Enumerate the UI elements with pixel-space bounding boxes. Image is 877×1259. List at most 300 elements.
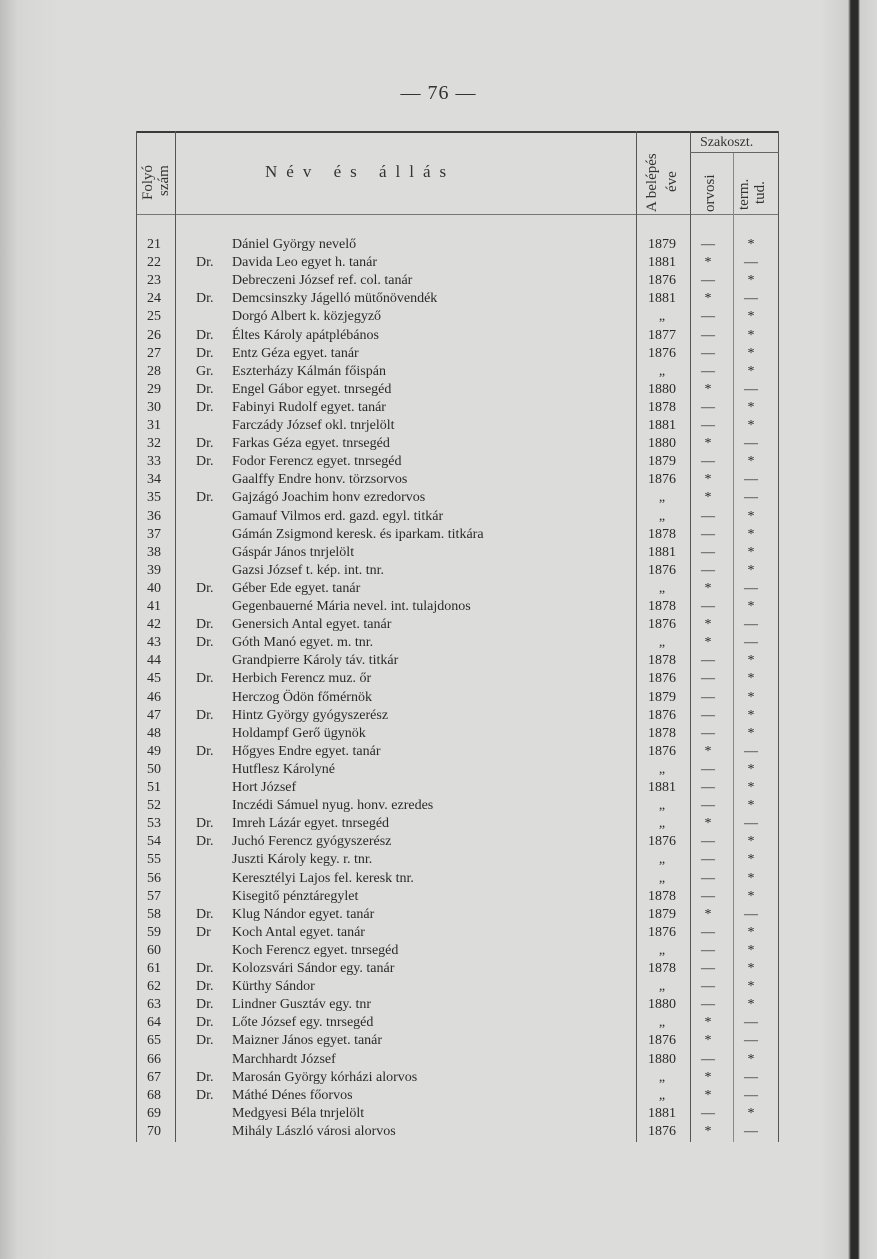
row-title: Dr.	[196, 635, 214, 651]
row-term-mark: *	[747, 689, 755, 705]
row-year: „	[658, 1069, 666, 1085]
row-orvosi-mark: *	[704, 436, 712, 452]
row-number: 44	[147, 653, 161, 669]
row-term-mark: *	[747, 942, 755, 958]
row-orvosi-mark: *	[704, 743, 712, 759]
table-row	[136, 670, 779, 688]
row-title: Dr.	[196, 1015, 214, 1031]
row-year: 1876	[648, 472, 676, 488]
row-term-mark: *	[747, 798, 755, 814]
table-row	[136, 978, 779, 996]
row-name: Holdampf Gerő ügynök	[232, 725, 366, 741]
row-term-mark: *	[747, 997, 755, 1013]
table-row	[136, 471, 779, 489]
table-row	[136, 544, 779, 562]
table-row	[136, 1032, 779, 1050]
row-name: Gazsi József t. kép. int. tnr.	[232, 562, 385, 578]
row-orvosi-mark: —	[701, 599, 715, 614]
row-term-mark: *	[747, 327, 755, 343]
row-name: Medgyesi Béla tnrjelölt	[232, 1105, 365, 1121]
table-row	[136, 363, 779, 381]
row-year: „	[658, 508, 666, 524]
table-row	[136, 1105, 779, 1123]
table-row	[136, 851, 779, 869]
row-year: 1881	[648, 418, 676, 433]
row-term-mark: *	[747, 599, 755, 614]
row-term-mark: —	[744, 580, 758, 596]
table-row	[136, 761, 779, 779]
row-name: Dorgó Albert k. közjegyző	[232, 309, 382, 325]
row-orvosi-mark: —	[701, 508, 715, 524]
header-nev-es-allas: Név és állás	[265, 162, 456, 181]
row-term-mark: *	[747, 834, 755, 850]
row-number: 50	[147, 761, 161, 777]
row-term-mark: *	[747, 454, 755, 470]
row-orvosi-mark: *	[704, 381, 712, 397]
row-title: Gr.	[196, 363, 214, 379]
row-number: 41	[147, 599, 161, 614]
table-top-rule	[136, 131, 779, 133]
row-number: 39	[147, 562, 161, 578]
row-orvosi-mark: *	[704, 580, 712, 596]
row-title: Dr.	[196, 381, 214, 397]
row-year: 1876	[648, 1123, 676, 1139]
row-name: Farczády József okl. tnrjelölt	[232, 418, 395, 433]
row-orvosi-mark: —	[701, 997, 715, 1013]
row-year: 1881	[648, 291, 676, 307]
row-number: 29	[147, 381, 161, 397]
row-term-mark: *	[747, 544, 755, 560]
row-year: „	[658, 798, 666, 814]
table-row	[136, 399, 779, 417]
row-number: 62	[147, 979, 161, 995]
row-number: 42	[147, 617, 161, 633]
header-orvosi: orvosi	[702, 174, 718, 212]
row-title: Dr.	[196, 906, 214, 922]
row-number: 45	[147, 671, 161, 687]
row-name: Hutflesz Károlyné	[232, 761, 336, 777]
page-number: — 76 —	[400, 82, 477, 104]
row-orvosi-mark: *	[704, 617, 712, 633]
table-row	[136, 779, 779, 797]
row-name: Fodor Ferencz egyet. tnrsegéd	[232, 454, 402, 470]
row-number: 34	[147, 472, 161, 488]
row-number: 33	[147, 454, 161, 470]
row-orvosi-mark: —	[701, 454, 715, 470]
row-term-mark: *	[747, 345, 755, 361]
row-year: 1876	[648, 273, 676, 289]
row-year: 1878	[648, 725, 676, 741]
row-orvosi-mark: —	[701, 707, 715, 723]
row-title: Dr.	[196, 399, 214, 415]
row-title: Dr.	[196, 255, 214, 271]
row-name: Demcsinszky Jágelló mütőnövendék	[232, 291, 438, 307]
row-name: Éltes Károly apátplébános	[232, 327, 379, 343]
row-year: 1878	[648, 961, 676, 976]
row-title: Dr.	[196, 743, 214, 759]
table-row	[136, 652, 779, 670]
table-row	[136, 508, 779, 526]
row-name: Koch Antal egyet. tanár	[232, 924, 365, 940]
table-row	[136, 870, 779, 888]
row-name: Góth Manó egyet. m. tnr.	[232, 635, 374, 651]
row-term-mark: *	[747, 961, 755, 976]
row-orvosi-mark: —	[701, 671, 715, 687]
row-term-mark: —	[744, 1123, 758, 1139]
row-name: Davida Leo egyet h. tanár	[232, 255, 377, 271]
row-orvosi-mark: *	[704, 1069, 712, 1085]
table-row	[136, 272, 779, 290]
row-orvosi-mark: —	[701, 689, 715, 705]
row-term-mark: *	[747, 1051, 755, 1067]
row-year: „	[658, 363, 666, 379]
header-term: term.	[736, 178, 752, 210]
row-orvosi-mark: *	[704, 906, 712, 922]
row-term-mark: *	[747, 508, 755, 524]
row-number: 55	[147, 852, 161, 868]
row-orvosi-mark: —	[701, 761, 715, 777]
row-year: 1879	[648, 454, 676, 470]
row-term-mark: —	[744, 490, 758, 506]
row-name: Entz Géza egyet. tanár	[232, 345, 359, 361]
row-term-mark: —	[744, 291, 758, 307]
row-title: Dr.	[196, 617, 214, 633]
row-term-mark: *	[747, 653, 755, 669]
row-orvosi-mark: —	[701, 309, 715, 325]
row-term-mark: *	[747, 237, 755, 252]
row-number: 68	[147, 1087, 161, 1103]
row-orvosi-mark: —	[701, 924, 715, 940]
row-orvosi-mark: *	[704, 635, 712, 651]
row-name: Grandpierre Károly táv. titkár	[232, 653, 399, 669]
table-row	[136, 580, 779, 598]
row-term-mark: *	[747, 273, 755, 289]
row-title: Dr.	[196, 1087, 214, 1103]
row-number: 63	[147, 997, 161, 1013]
table-row	[136, 707, 779, 725]
table-row	[136, 960, 779, 978]
row-year: 1876	[648, 1033, 676, 1049]
row-title: Dr.	[196, 1069, 214, 1085]
row-number: 49	[147, 743, 161, 759]
row-name: Hintz György gyógyszerész	[232, 707, 389, 723]
row-term-mark: —	[744, 617, 758, 633]
table-row	[136, 616, 779, 634]
row-number: 40	[147, 580, 161, 596]
row-name: Gajzágó Joachim honv ezredorvos	[232, 490, 426, 506]
row-orvosi-mark: —	[701, 562, 715, 578]
row-year: 1881	[648, 255, 676, 271]
row-title: Dr.	[196, 834, 214, 850]
row-term-mark: —	[744, 381, 758, 397]
row-number: 52	[147, 798, 161, 814]
row-orvosi-mark: —	[701, 418, 715, 433]
row-name: Farkas Géza egyet. tnrsegéd	[232, 436, 390, 452]
row-name: Lindner Gusztáv egy. tnr	[232, 997, 372, 1013]
row-name: Dániel György nevelő	[232, 237, 357, 252]
row-term-mark: *	[747, 363, 755, 379]
row-number: 58	[147, 906, 161, 922]
row-year: 1878	[648, 653, 676, 669]
row-orvosi-mark: *	[704, 472, 712, 488]
row-number: 56	[147, 870, 161, 886]
row-number: 61	[147, 961, 161, 976]
row-orvosi-mark: —	[701, 870, 715, 886]
table-row	[136, 725, 779, 743]
row-number: 38	[147, 544, 161, 560]
table-row	[136, 526, 779, 544]
row-orvosi-mark: *	[704, 1087, 712, 1103]
row-year: 1878	[648, 399, 676, 415]
row-term-mark: —	[744, 436, 758, 452]
row-name: Kolozsvári Sándor egy. tanár	[232, 961, 395, 976]
row-name: Kisegitő pénztáregylet	[232, 888, 359, 904]
row-term-mark: *	[747, 671, 755, 687]
row-orvosi-mark: —	[701, 526, 715, 542]
row-name: Gamauf Vilmos erd. gazd. egyl. titkár	[232, 508, 444, 524]
table-row	[136, 797, 779, 815]
row-term-mark: —	[744, 1033, 758, 1049]
header-tud: tud.	[752, 181, 768, 204]
table-row	[136, 417, 779, 435]
row-name: Hort József	[232, 780, 297, 795]
row-title: Dr.	[196, 671, 214, 687]
row-term-mark: —	[744, 816, 758, 832]
row-name: Marchhardt József	[232, 1051, 336, 1067]
row-number: 36	[147, 508, 161, 524]
table-row	[136, 489, 779, 507]
row-number: 64	[147, 1015, 161, 1031]
row-orvosi-mark: —	[701, 834, 715, 850]
row-orvosi-mark: —	[701, 653, 715, 669]
row-number: 65	[147, 1033, 161, 1049]
row-term-mark: —	[744, 635, 758, 651]
row-orvosi-mark: —	[701, 780, 715, 795]
row-title: Dr.	[196, 979, 214, 995]
row-term-mark: *	[747, 924, 755, 940]
row-term-mark: *	[747, 761, 755, 777]
table-row	[136, 381, 779, 399]
row-orvosi-mark: —	[701, 798, 715, 814]
row-name: Inczédi Sámuel nyug. honv. ezredes	[232, 798, 434, 814]
header-belepes: A belépés	[644, 153, 660, 212]
table-row	[136, 308, 779, 326]
row-orvosi-mark: *	[704, 490, 712, 506]
row-number: 47	[147, 707, 161, 723]
table-row	[136, 290, 779, 308]
table-row	[136, 888, 779, 906]
row-year: 1876	[648, 707, 676, 723]
table-row	[136, 942, 779, 960]
table-row	[136, 327, 779, 345]
row-orvosi-mark: *	[704, 1015, 712, 1031]
row-number: 30	[147, 399, 161, 415]
row-term-mark: *	[747, 562, 755, 578]
row-name: Marosán György kórházi alorvos	[232, 1069, 418, 1085]
row-number: 53	[147, 816, 161, 832]
row-term-mark: *	[747, 707, 755, 723]
table-row	[136, 562, 779, 580]
row-title: Dr.	[196, 707, 214, 723]
row-year: „	[658, 309, 666, 325]
row-term-mark: *	[747, 526, 755, 542]
row-name: Géber Ede egyet. tanár	[232, 580, 361, 596]
row-year: „	[658, 870, 666, 886]
row-name: Klug Nándor egyet. tanár	[232, 906, 375, 922]
row-title: Dr.	[196, 327, 214, 343]
row-orvosi-mark: —	[701, 345, 715, 361]
table-row	[136, 634, 779, 652]
table-row	[136, 689, 779, 707]
row-name: Engel Gábor egyet. tnrsegéd	[232, 381, 392, 397]
row-year: 1876	[648, 345, 676, 361]
row-title: Dr.	[196, 490, 214, 506]
row-name: Maizner János egyet. tanár	[232, 1033, 383, 1049]
row-number: 35	[147, 490, 161, 506]
row-term-mark: —	[744, 472, 758, 488]
row-orvosi-mark: *	[704, 816, 712, 832]
row-year: 1878	[648, 526, 676, 542]
row-year: „	[658, 1015, 666, 1031]
row-year: 1879	[648, 237, 676, 252]
row-number: 28	[147, 363, 161, 379]
row-name: Juchó Ferencz gyógyszerész	[232, 834, 392, 850]
table-row	[136, 1123, 779, 1141]
table-row	[136, 254, 779, 272]
row-orvosi-mark: —	[701, 1051, 715, 1067]
row-number: 57	[147, 888, 161, 904]
row-number: 51	[147, 780, 161, 795]
row-orvosi-mark: —	[701, 979, 715, 995]
table-row	[136, 435, 779, 453]
row-title: Dr.	[196, 816, 214, 832]
row-year: „	[658, 1087, 666, 1103]
row-year: 1880	[648, 1051, 676, 1067]
row-orvosi-mark: —	[701, 961, 715, 976]
row-orvosi-mark: *	[704, 291, 712, 307]
row-name: Keresztélyi Lajos fel. keresk tnr.	[232, 870, 414, 886]
row-name: Debreczeni József ref. col. tanár	[232, 273, 413, 289]
row-number: 46	[147, 689, 161, 705]
row-orvosi-mark: —	[701, 725, 715, 741]
row-term-mark: —	[744, 1069, 758, 1085]
row-year: 1876	[648, 743, 676, 759]
row-orvosi-mark: —	[701, 237, 715, 252]
row-year: „	[658, 761, 666, 777]
row-number: 31	[147, 418, 161, 433]
row-year: 1881	[648, 544, 676, 560]
row-name: Mihály László városi alorvos	[232, 1123, 396, 1139]
row-orvosi-mark: —	[701, 888, 715, 904]
row-year: 1881	[648, 1105, 676, 1121]
table-row	[136, 1087, 779, 1105]
row-number: 21	[147, 237, 161, 252]
row-term-mark: —	[744, 1087, 758, 1103]
row-orvosi-mark: *	[704, 1123, 712, 1139]
row-number: 69	[147, 1105, 161, 1121]
row-year: „	[658, 816, 666, 832]
row-orvosi-mark: —	[701, 1105, 715, 1121]
row-number: 70	[147, 1123, 161, 1139]
header-szakoszt: Szakoszt.	[700, 135, 754, 150]
table-row	[136, 1051, 779, 1069]
header-folyo: Folyó	[140, 164, 156, 200]
row-orvosi-mark: —	[701, 363, 715, 379]
row-year: 1878	[648, 599, 676, 614]
table-row	[136, 996, 779, 1014]
row-name: Máthé Dénes főorvos	[232, 1087, 353, 1103]
row-year: 1876	[648, 617, 676, 633]
row-term-mark: *	[747, 309, 755, 325]
table-row	[136, 833, 779, 851]
table-row	[136, 743, 779, 761]
row-year: 1876	[648, 924, 676, 940]
table-row	[136, 345, 779, 363]
row-number: 60	[147, 942, 161, 958]
row-name: Hőgyes Endre egyet. tanár	[232, 743, 381, 759]
row-year: 1876	[648, 834, 676, 850]
row-orvosi-mark: —	[701, 852, 715, 868]
row-title: Dr.	[196, 997, 214, 1013]
row-term-mark: —	[744, 906, 758, 922]
row-number: 24	[147, 291, 161, 307]
row-title: Dr.	[196, 291, 214, 307]
table-row	[136, 453, 779, 471]
row-year: 1881	[648, 780, 676, 795]
row-number: 32	[147, 436, 161, 452]
row-year: 1876	[648, 671, 676, 687]
table-row	[136, 906, 779, 924]
row-name: Gáspár János tnrjelölt	[232, 544, 355, 560]
row-orvosi-mark: *	[704, 255, 712, 271]
row-name: Gegenbauerné Mária nevel. int. tulajdonos	[232, 599, 471, 614]
row-term-mark: *	[747, 870, 755, 886]
row-title: Dr.	[196, 436, 214, 452]
row-year: 1880	[648, 997, 676, 1013]
row-year: 1877	[648, 327, 676, 343]
row-term-mark: *	[747, 1105, 755, 1121]
row-orvosi-mark: —	[701, 273, 715, 289]
row-term-mark: *	[747, 979, 755, 995]
row-year: 1880	[648, 436, 676, 452]
row-number: 59	[147, 924, 161, 940]
table-header-rule	[136, 214, 779, 215]
header-szam: szám	[156, 165, 172, 196]
row-year: 1879	[648, 906, 676, 922]
row-term-mark: *	[747, 725, 755, 741]
row-year: „	[658, 852, 666, 868]
row-term-mark: *	[747, 852, 755, 868]
row-year: „	[658, 580, 666, 596]
row-name: Lőte József egy. tnrsegéd	[232, 1015, 374, 1031]
table-row	[136, 598, 779, 616]
row-orvosi-mark: —	[701, 399, 715, 415]
table-row	[136, 924, 779, 942]
row-year: 1880	[648, 381, 676, 397]
row-number: 66	[147, 1051, 161, 1067]
row-number: 23	[147, 273, 161, 289]
row-name: Herczog Ödön főmérnök	[232, 689, 372, 705]
row-number: 54	[147, 834, 161, 850]
row-term-mark: —	[744, 1015, 758, 1031]
row-name: Genersich Antal egyet. tanár	[232, 617, 392, 633]
row-name: Fabinyi Rudolf egyet. tanár	[232, 399, 386, 415]
szakoszt-subrule	[690, 152, 779, 153]
row-number: 67	[147, 1069, 161, 1085]
row-name: Gaalffy Endre honv. törzsorvos	[232, 472, 408, 488]
row-year: „	[658, 979, 666, 995]
row-number: 43	[147, 635, 161, 651]
